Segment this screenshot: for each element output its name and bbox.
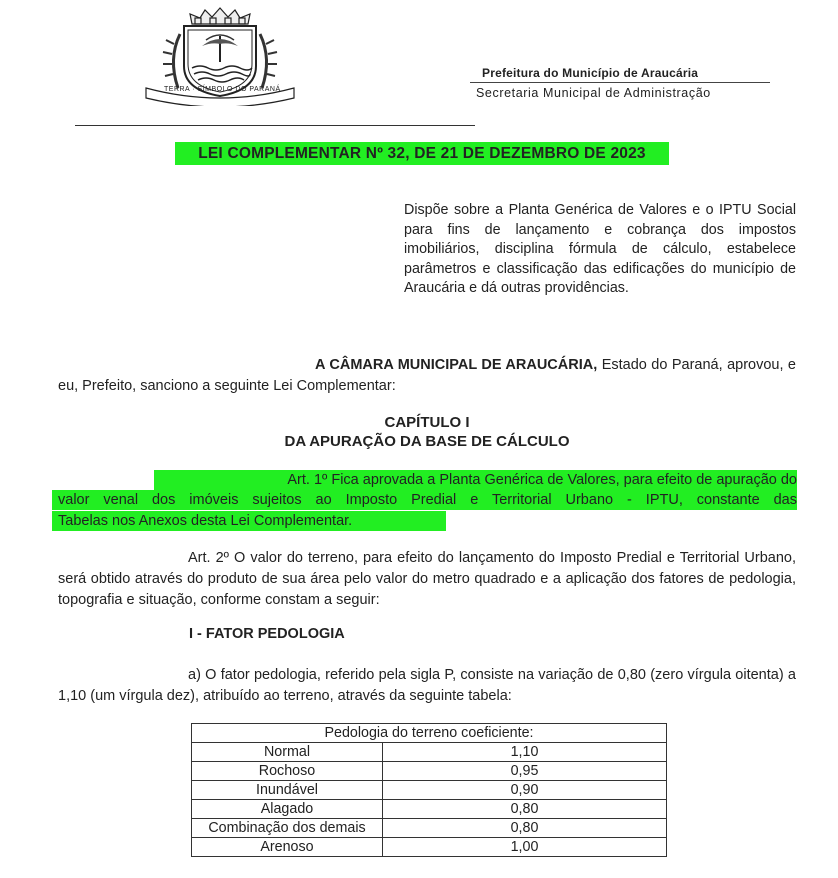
secretaria-name: Secretaria Municipal de Administração [476, 86, 711, 100]
article-1-line-2: valor venal dos imóveis sujeitos ao Imposto Predial e Territorial Urbano - IPTU, constante das [52, 490, 797, 510]
table-row [192, 800, 667, 819]
crest-motto: TERRA · SÍMBOLO DO PARANÁ [164, 86, 281, 93]
table-row [192, 819, 667, 838]
table-row [192, 743, 667, 762]
chapter-number: CAPÍTULO I [384, 414, 470, 431]
pedology-table [191, 723, 667, 857]
table-cell-label: Rochoso [192, 762, 383, 781]
preamble-chamber: A CÂMARA MUNICIPAL DE ARAUCÁRIA, [315, 357, 598, 373]
table-row [192, 838, 667, 857]
table-cell-value: 0,95 [383, 762, 667, 781]
article-1-line-3: Tabelas nos Anexos desta Lei Complementar. [52, 511, 446, 531]
law-summary: Dispõe sobre a Planta Genérica de Valores e o IPTU Social para fins de lançamento e cobrança dos impostos imobiliários, disciplina fórmula de cálculo, estabelece parâmetros e classificação das edificações do município de Araucária e dá outras providências. [404, 202, 796, 297]
table-cell-label: Arenoso [192, 838, 383, 857]
article-2: Art. 2º O valor do terreno, para efeito do lançamento do Imposto Predial e Territorial Urbano, será obtido através do produto de sua área pelo valor do metro quadrado e a aplicação dos fatores de pedologia, topografia e situação, conforme constam a seguir: [58, 550, 796, 608]
prefeitura-name: Prefeitura do Município de Araucária [482, 66, 699, 80]
law-title: LEI COMPLEMENTAR Nº 32, DE 21 DE DEZEMBRO DE 2023 [175, 142, 669, 165]
table-cell-label: Normal [192, 743, 383, 762]
header-divider-right [470, 82, 770, 83]
table-header: Pedologia do terreno coeficiente: [192, 724, 667, 743]
table-cell-value: 0,80 [383, 800, 667, 819]
preamble [58, 355, 796, 397]
table-cell-value: 0,80 [383, 819, 667, 838]
table-cell-label: Inundável [192, 781, 383, 800]
table-cell-value: 0,90 [383, 781, 667, 800]
section-title: I - FATOR PEDOLOGIA [189, 626, 345, 642]
table-cell-label: Combinação dos demais [192, 819, 383, 838]
table-row [192, 762, 667, 781]
table-cell-value: 1,00 [383, 838, 667, 857]
table-header-row [192, 724, 667, 743]
table-cell-label: Alagado [192, 800, 383, 819]
table-cell-value: 1,10 [383, 743, 667, 762]
preamble-text: Estado do Paraná, aprovou, e eu, Prefeito, sanciono a seguinte Lei Complementar: [58, 357, 796, 394]
chapter-title: DA APURAÇÃO DA BASE DE CÁLCULO [284, 433, 570, 450]
header-divider [75, 125, 475, 126]
article-1-line-1: Art. 1º Fica aprovada a Planta Genérica de Valores, para efeito de apuração do [154, 470, 797, 490]
fator-a-text: a) O fator pedologia, referido pela sigla P, consiste na variação de 0,80 (zero vírgula oitenta) a 1,10 (um vírgula dez), atribuído ao terreno, através da seguinte tabela: [58, 667, 796, 704]
table-row [192, 781, 667, 800]
